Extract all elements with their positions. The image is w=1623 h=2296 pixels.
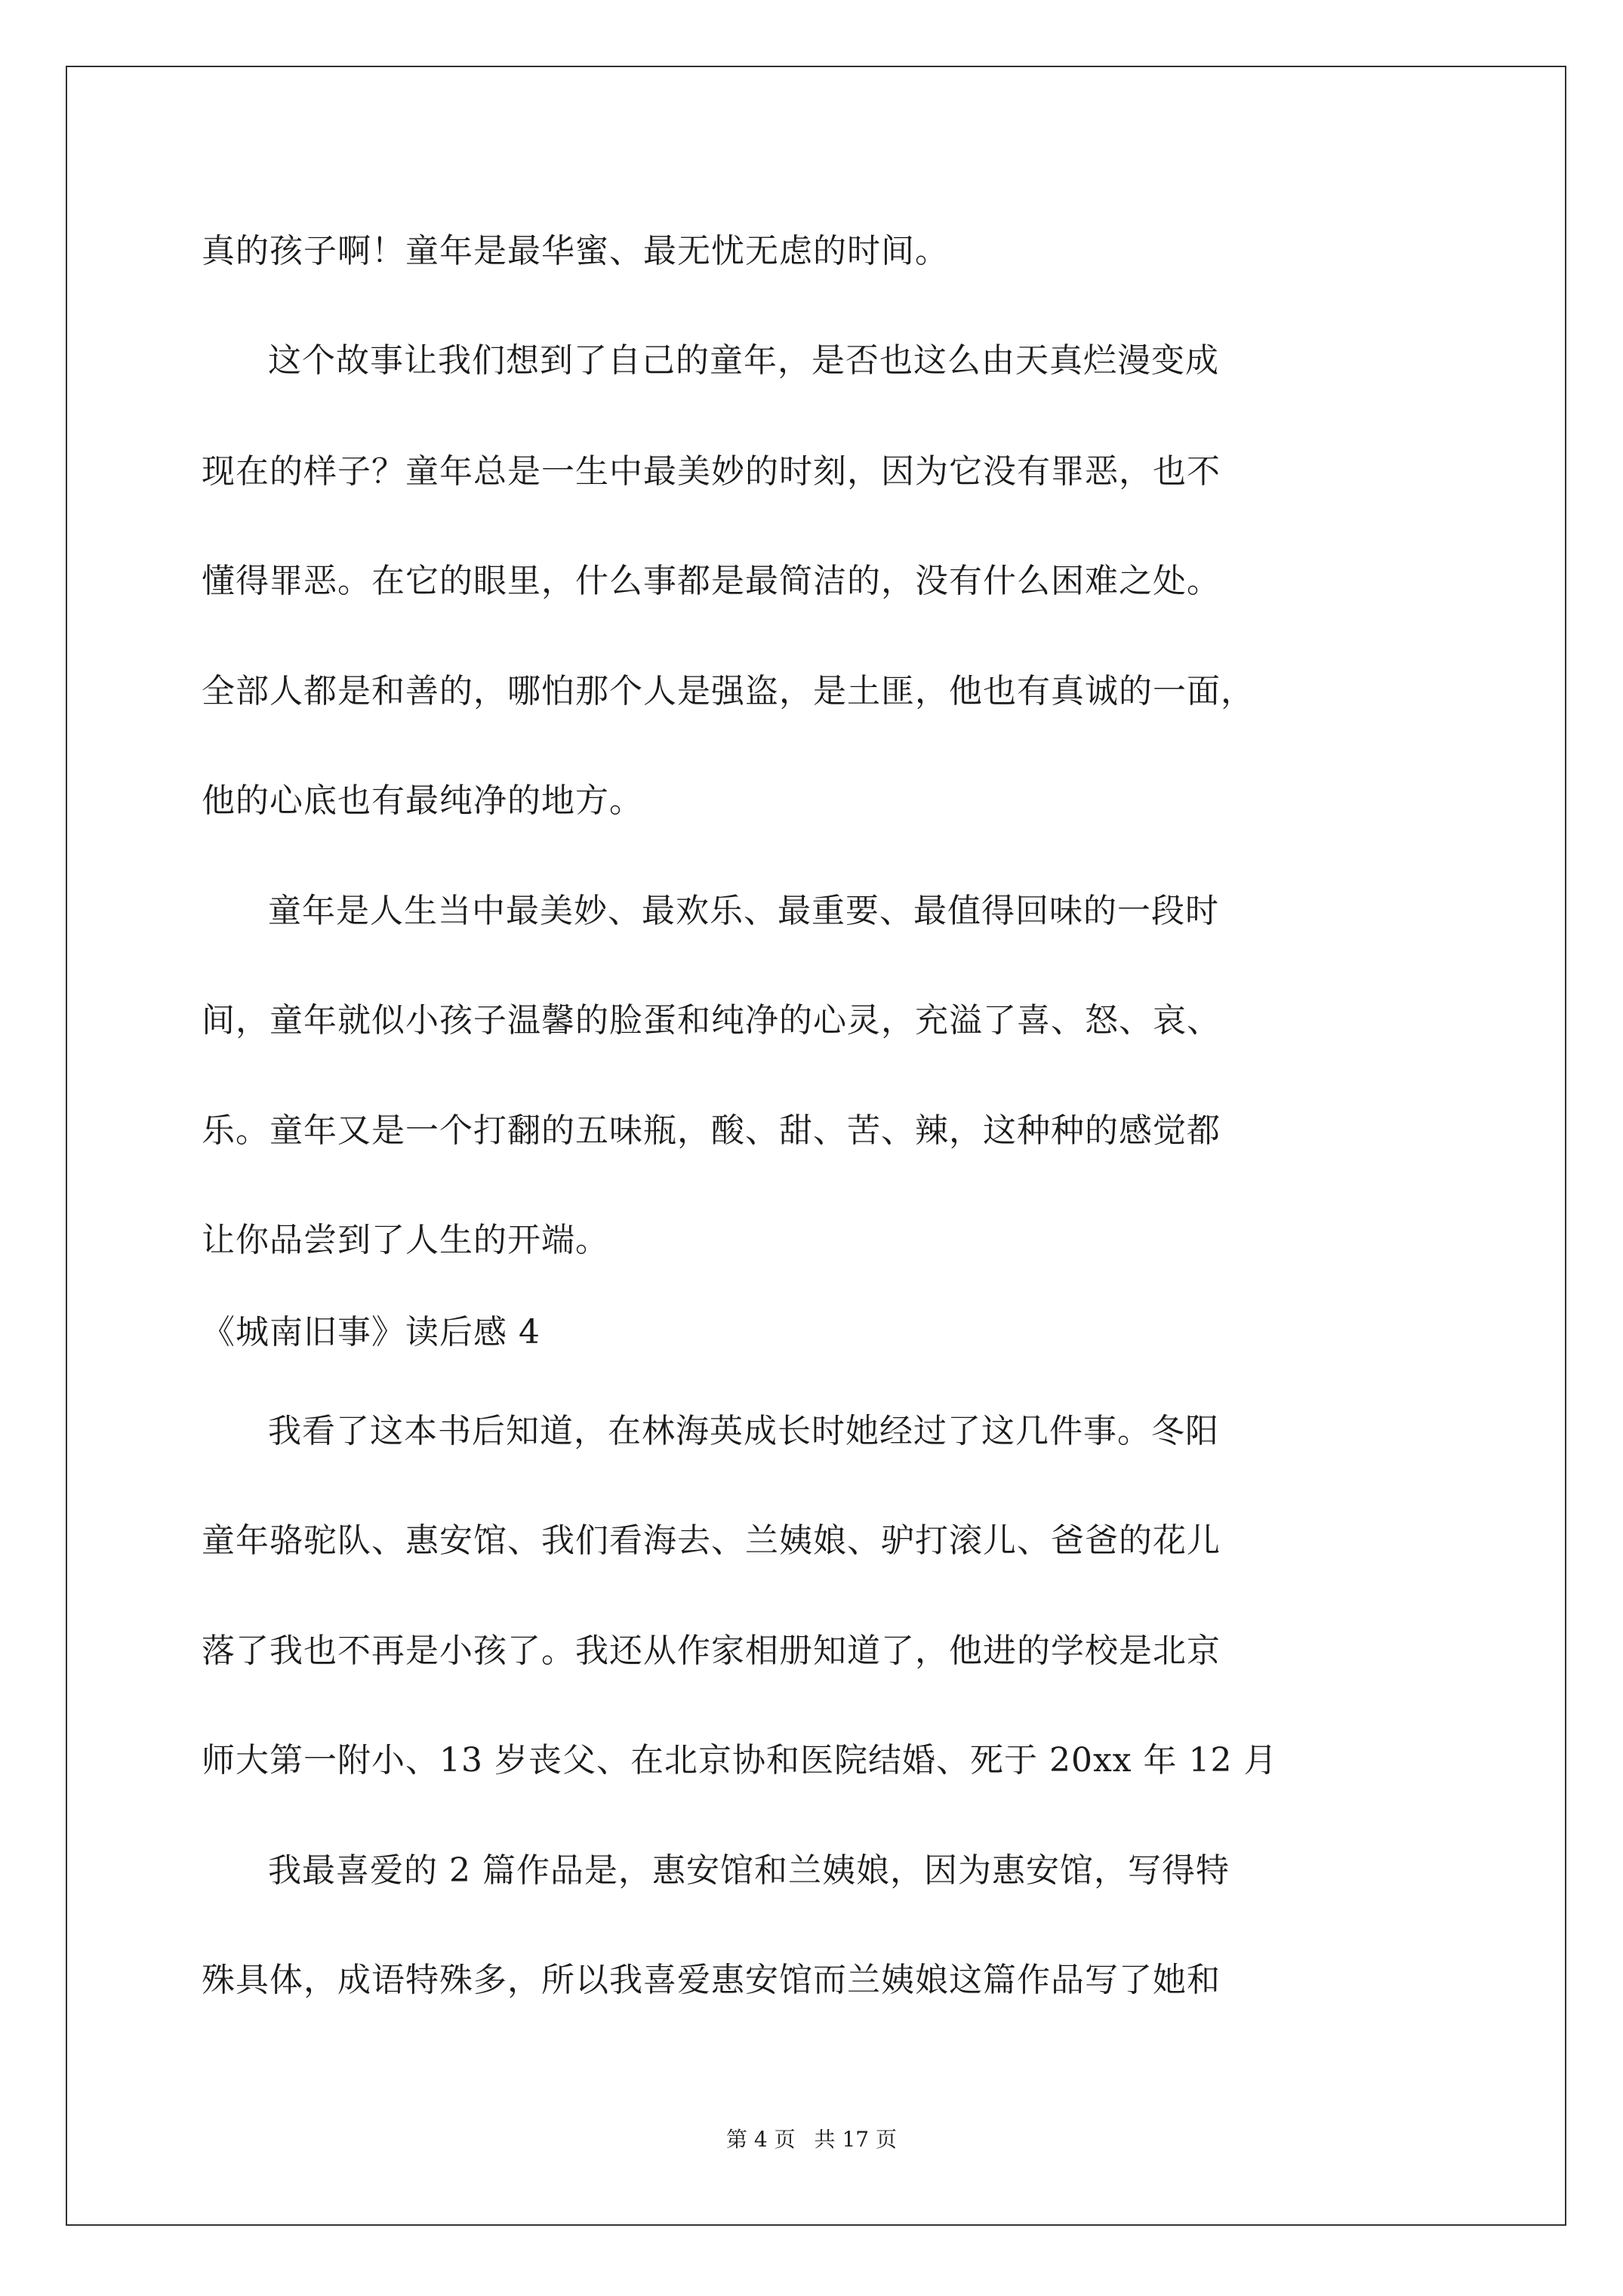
text-line: 师大第一附小、13 岁丧父、在北京协和医院结婚、死于 20xx 年 12 月 xyxy=(202,1741,1278,1780)
page-total: 共 17 页 xyxy=(814,2127,897,2152)
text-line: 乐。童年又是一个打翻的五味瓶，酸、甜、苦、辣，这种种的感觉都 xyxy=(202,1111,1221,1150)
text-line: 童年骆驼队、惠安馆、我们看海去、兰姨娘、驴打滚儿、爸爸的花儿 xyxy=(202,1521,1221,1560)
text-line: 这个故事让我们想到了自己的童年，是否也这么由天真烂漫变成 xyxy=(268,341,1219,380)
text-line: 全部人都是和善的，哪怕那个人是强盗，是土匪，他也有真诚的一面， xyxy=(202,672,1255,710)
text-line: 间，童年就似小孩子温馨的脸蛋和纯净的心灵，充溢了喜、怒、哀、 xyxy=(202,1001,1221,1040)
text-line: 他的心底也有最纯净的地方。 xyxy=(202,781,643,820)
text-line: 我看了这本书后知道，在林海英成长时她经过了这几件事。冬阳 xyxy=(268,1412,1219,1450)
text-line: 童年是人生当中最美妙、最欢乐、最重要、最值得回味的一段时 xyxy=(268,892,1219,930)
page-footer xyxy=(0,2126,1623,2153)
text-line: 现在的样子？童年总是一生中最美妙的时刻，因为它没有罪恶，也不 xyxy=(202,452,1221,491)
text-line: 懂得罪恶。在它的眼里，什么事都是最简洁的，没有什么困难之处。 xyxy=(202,562,1221,600)
text-line: 让你品尝到了人生的开端。 xyxy=(202,1221,609,1259)
text-line: 我最喜爱的 2 篇作品是，惠安馆和兰姨娘，因为惠安馆，写得特 xyxy=(268,1851,1230,1890)
text-line: 殊具体，成语特殊多，所以我喜爱惠安馆而兰姨娘这篇作品写了她和 xyxy=(202,1961,1221,1999)
section-heading: 《城南旧事》读后感 4 xyxy=(202,1313,540,1351)
page-number: 第 4 页 xyxy=(726,2127,796,2152)
text-line: 落了我也不再是小孩了。我还从作家相册知道了，他进的学校是北京 xyxy=(202,1632,1221,1670)
text-line: 真的孩子啊！童年是最华蜜、最无忧无虑的时间。 xyxy=(202,232,949,270)
